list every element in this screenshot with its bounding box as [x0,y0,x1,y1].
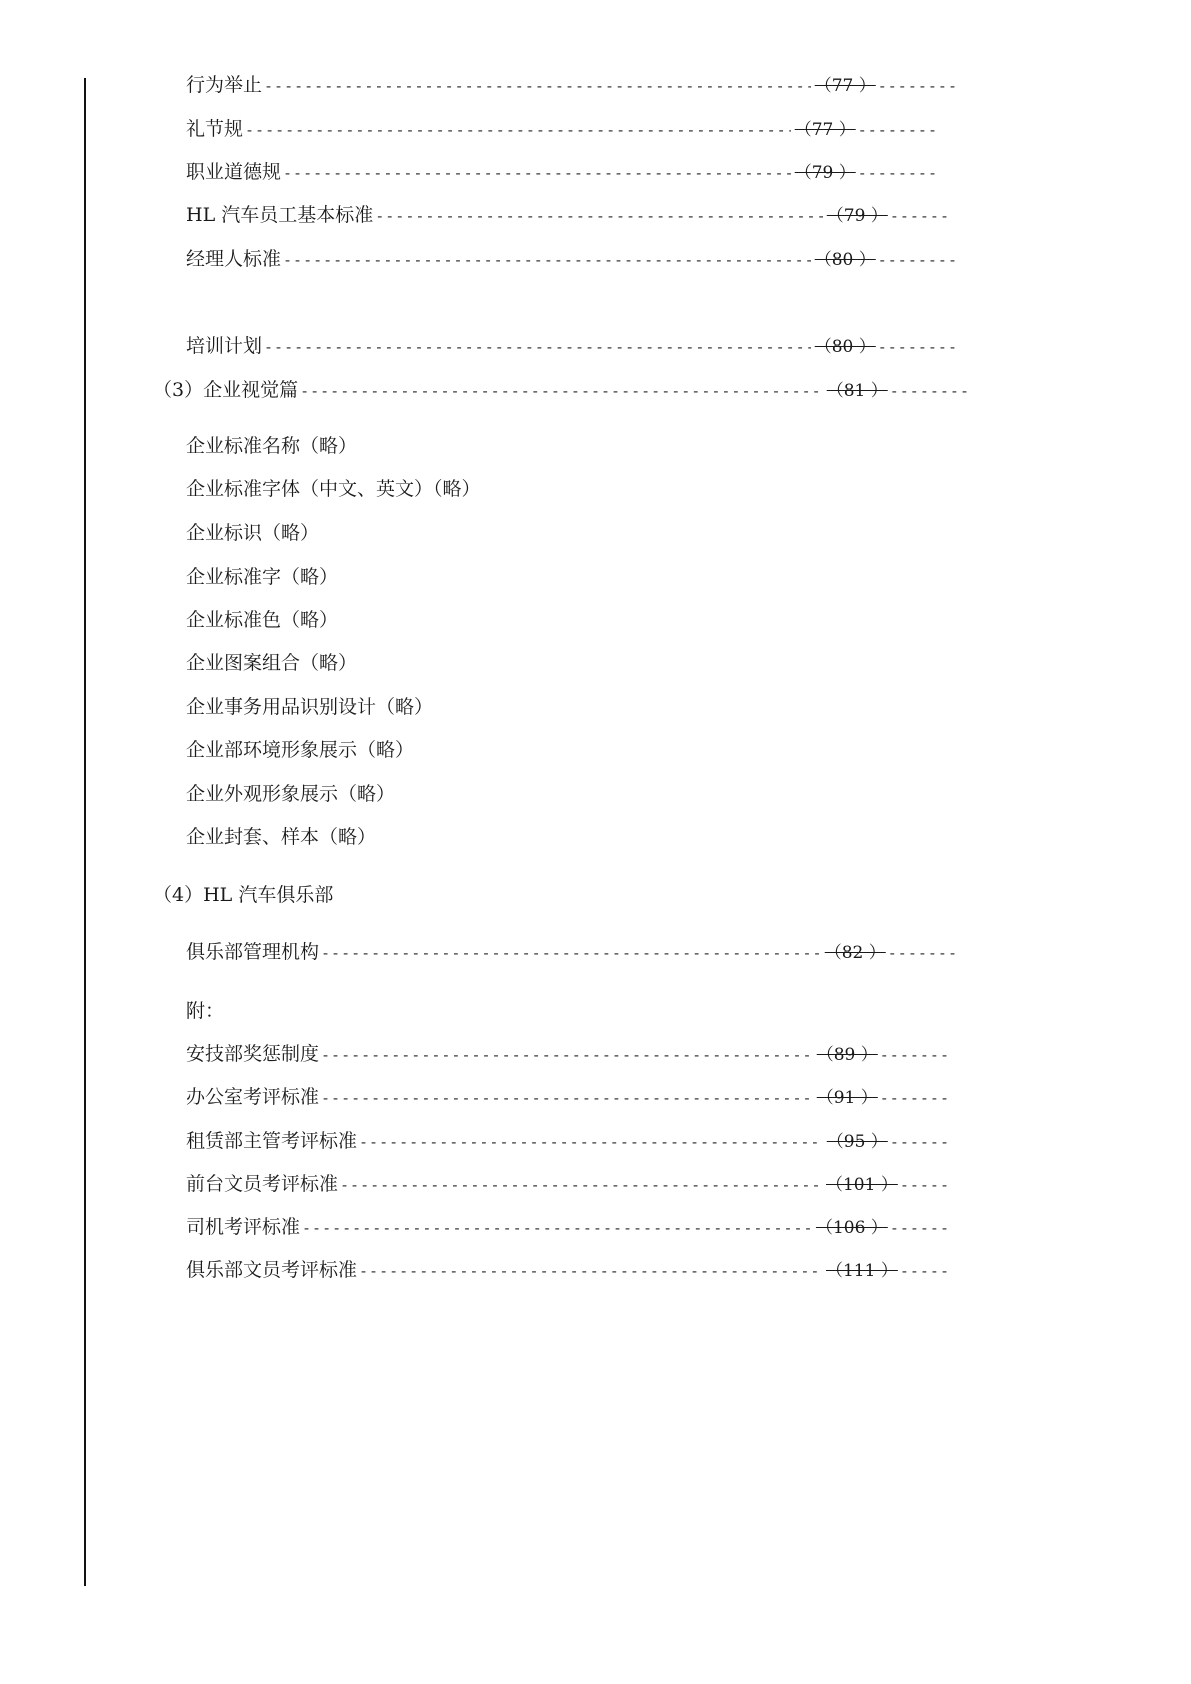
toc-entry-page: （106 ） [815,1218,888,1238]
toc-entry[interactable] [186,73,958,98]
dot-leader [245,118,791,142]
leader-tail: ------ [889,207,950,225]
dot-leader [359,1259,822,1283]
dot-leader [340,1173,822,1197]
appendix-label: 附： [186,1000,225,1022]
toc-entry-title: 礼节规 [186,118,244,140]
toc-entry[interactable] [186,203,950,228]
toc-subitem[interactable]: 企业外观形象展示（略） [186,783,396,805]
toc-subitem[interactable]: 企业封套、样本（略） [186,826,377,848]
toc-entry-page: （82 ） [824,943,886,963]
toc-subitem[interactable]: 企业标准色（略） [186,609,339,631]
toc-entry-title: 安技部奖惩制度 [186,1043,320,1065]
leader-tail: -------- [857,121,938,139]
toc-entry-page: （79 ） [826,206,888,226]
toc-entry[interactable] [186,1172,950,1197]
dot-leader [283,161,791,185]
toc-entry-page: （79 ） [794,163,856,183]
toc-entry-page: （80 ） [814,250,876,270]
toc-entry-page: （111 ） [825,1261,898,1281]
toc-section-heading[interactable]: （4）HL 汽车俱乐部 [153,884,334,906]
leader-tail: -------- [857,164,938,182]
left-margin-rule [84,78,86,1586]
toc-entry-title: 租赁部主管考评标准 [186,1130,358,1152]
toc-entry-title: 经理人标准 [186,248,282,270]
leader-tail: ------- [879,1046,950,1064]
toc-entry-title: 司机考评标准 [186,1216,301,1238]
leader-tail: ----- [899,1176,950,1194]
toc-entry-page: （80 ） [814,337,876,357]
leader-tail: ------ [889,1219,950,1237]
toc-entry-title: 办公室考评标准 [186,1086,320,1108]
toc-entry[interactable] [186,1129,950,1154]
toc-subitem[interactable]: 企业标识（略） [186,522,320,544]
toc-entry-page: （95 ） [826,1132,888,1152]
dot-leader [321,1086,813,1110]
section-title: （3）企业视觉篇 [153,379,299,401]
toc-entry[interactable] [186,117,938,142]
toc-entry[interactable] [186,1215,950,1240]
toc-entry-title: 培训计划 [186,335,263,357]
dot-leader [321,941,821,965]
leader-tail: -------- [877,338,958,356]
toc-entry-page: （77 ） [814,76,876,96]
dot-leader [302,1216,812,1240]
toc-entry[interactable] [186,940,958,965]
leader-tail: ----- [899,1262,950,1280]
leader-tail: -------- [877,251,958,269]
toc-entry-title: 俱乐部文员考评标准 [186,1259,358,1281]
toc-entry-page: （89 ） [816,1045,878,1065]
toc-entry[interactable] [186,334,958,359]
toc-entry-page: （91 ） [816,1088,878,1108]
toc-entry[interactable] [186,160,938,185]
section-page: （81 ） [826,381,888,401]
toc-entry[interactable] [186,247,958,272]
leader-tail: ------- [887,944,958,962]
toc-subitem[interactable]: 企业事务用品识别设计（略） [186,696,434,718]
toc-entry-title: 俱乐部管理机构 [186,941,320,963]
toc-subitem[interactable]: 企业标准字（略） [186,566,339,588]
dot-leader [321,1043,813,1067]
leader-tail: ------ [889,1133,950,1151]
dot-leader [300,379,823,403]
dot-leader [264,335,811,359]
leader-tail: -------- [889,382,970,400]
toc-entry[interactable] [186,1085,950,1110]
dot-leader [264,74,811,98]
toc-subitem[interactable]: 企业标准字体（中文、英文）（略） [186,478,481,500]
toc-entry-page: （101 ） [825,1175,898,1195]
leader-tail: -------- [877,77,958,95]
dot-leader [375,204,823,228]
toc-entry-title: 前台文员考评标准 [186,1173,339,1195]
toc-subitem[interactable]: 企业标准名称（略） [186,435,358,457]
toc-section-heading[interactable] [153,378,970,403]
toc-subitem[interactable]: 企业部环境形象展示（略） [186,739,415,761]
toc-entry-page: （77 ） [794,120,856,140]
toc-entry-title: 行为举止 [186,74,263,96]
toc-subitem[interactable]: 企业图案组合（略） [186,652,358,674]
toc-entry[interactable] [186,1042,950,1067]
toc-entry-title: 职业道德规 [186,161,282,183]
dot-leader [359,1130,823,1154]
toc-entry[interactable] [186,1258,950,1283]
dot-leader [283,248,811,272]
leader-tail: ------- [879,1089,950,1107]
toc-entry-title: HL 汽车员工基本标准 [186,204,374,226]
